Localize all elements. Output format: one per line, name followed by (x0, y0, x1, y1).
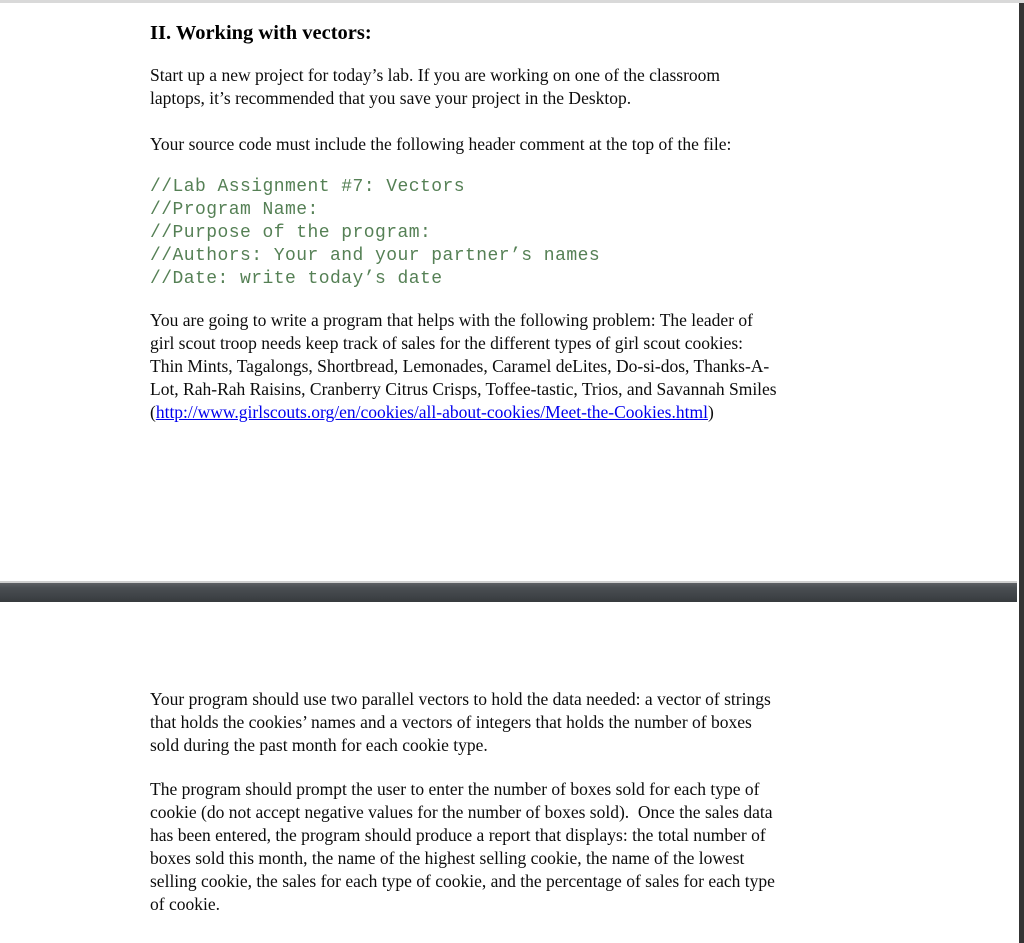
paragraph-parallel-vectors (150, 688, 895, 757)
section-title-text: II. Working with vectors: (150, 22, 372, 44)
text-line: of cookie. (150, 894, 220, 914)
text-line: Start up a new project for today’s lab. If you are working on one of the classroom (150, 65, 721, 85)
link-line (150, 401, 895, 424)
page-right-border (1019, 0, 1024, 943)
text-line: boxes sold this month, the name of the highest selling cookie, the name of the lowest (150, 848, 745, 868)
open-paren: ( (150, 402, 156, 422)
code-line: //Lab Assignment #7: Vectors (150, 177, 466, 197)
viewer-top-edge (0, 0, 1024, 3)
section-title (150, 21, 895, 45)
text-line: sold during the past month for each cookie type. (150, 735, 488, 755)
paragraph-cookies-problem (150, 309, 895, 424)
code-line: //Purpose of the program: (150, 223, 432, 243)
text-line: has been entered, the program should produce a report that displays: the total number of (150, 825, 766, 845)
text-line: Your source code must include the following header comment at the top of the file: (150, 134, 732, 154)
cookies-link[interactable]: http://www.girlscouts.org/en/cookies/all-about-cookies/Meet-the-Cookies.html (155, 402, 708, 422)
text-line: Thin Mints, Tagalongs, Shortbread, Lemonades, Caramel deLites, Do-si-dos, Thanks-A- (150, 356, 770, 376)
paragraph-header-comment (150, 133, 895, 156)
paragraph-program-prompt (150, 778, 895, 916)
code-line: //Date: write today’s date (150, 269, 443, 289)
close-paren: ) (707, 402, 714, 422)
code-line: //Program Name: (150, 200, 319, 220)
text-line: laptops, it’s recommended that you save your project in the Desktop. (150, 88, 632, 108)
code-comment-block (150, 176, 895, 291)
text-line: selling cookie, the sales for each type of cookie, and the percentage of sales for each type (150, 871, 775, 891)
code-line: //Authors: Your and your partner’s names (150, 246, 601, 266)
text-line: girl scout troop needs keep track of sales for the different types of girl scout cookies: (150, 333, 744, 353)
text-line: Lot, Rah-Rah Raisins, Cranberry Citrus Crisps, Toffee-tastic, Trios, and Savannah Smiles (150, 379, 777, 399)
text-line: The program should prompt the user to enter the number of boxes sold for each type of (150, 779, 760, 799)
text-line: cookie (do not accept negative values for the number of boxes sold). Once the sales data (150, 802, 773, 822)
text-line: You are going to write a program that helps with the following problem: The leader of (150, 310, 753, 330)
page-separator (0, 581, 1017, 602)
paragraph-start-project (150, 64, 895, 110)
text-line: that holds the cookies’ names and a vectors of integers that holds the number of boxes (150, 712, 752, 732)
text-line: Your program should use two parallel vectors to hold the data needed: a vector of strings (150, 689, 771, 709)
